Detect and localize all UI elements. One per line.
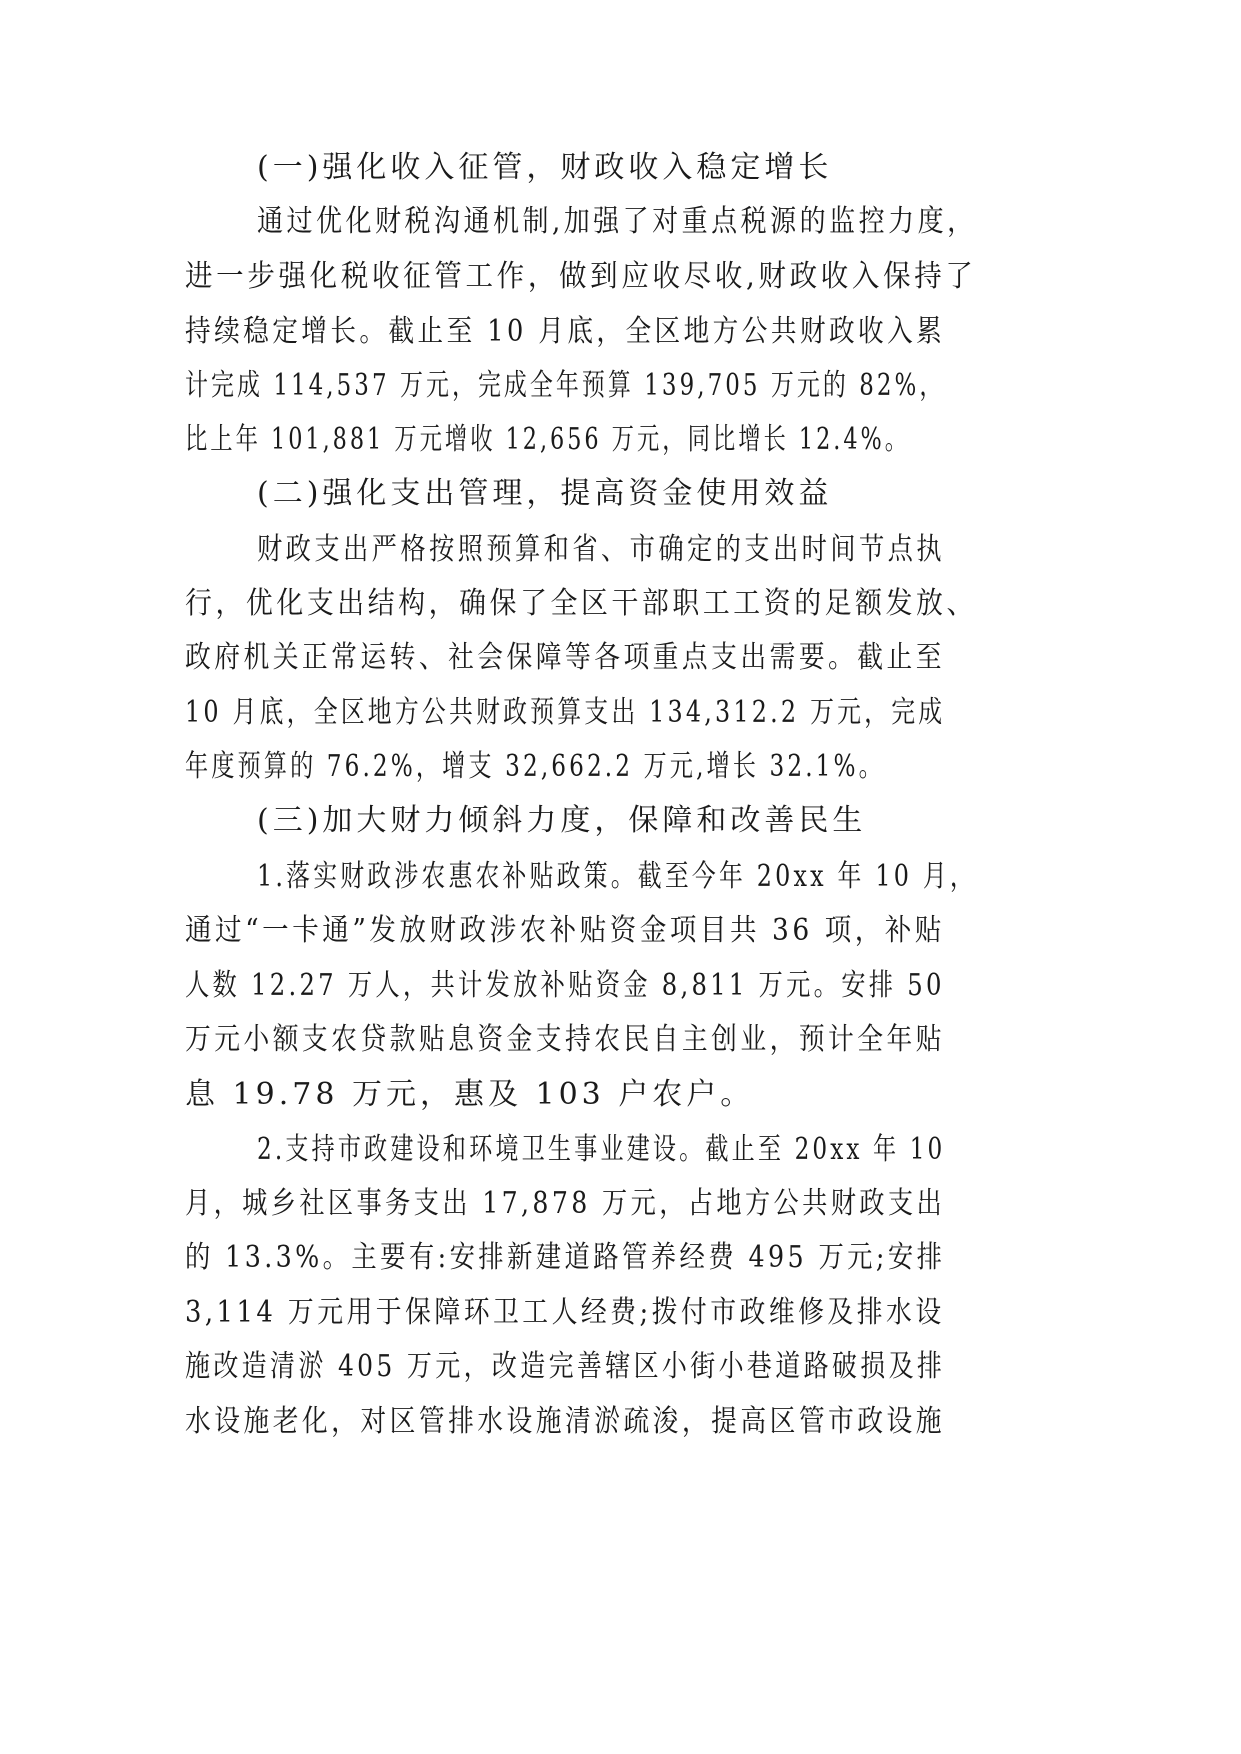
text-line: 万元小额支农贷款贴息资金支持农民自主创业，预计全年贴 (185, 1022, 945, 1057)
text-line: 10 月底，全区地方公共财政预算支出 134,312.2 万元，完成 (185, 695, 946, 730)
text-line: 2.支持市政建设和环境卫生事业建设。截止至 20xx 年 10 (257, 1132, 946, 1167)
text-line: 月，城乡社区事务支出 17,878 万元，占地方公共财政支出 (185, 1186, 946, 1221)
text-line: 政府机关正常运转、社会保障等各项重点支出需要。截止至 (185, 640, 945, 675)
text-line: 进一步强化税收征管工作，做到应收尽收,财政收入保持了 (185, 259, 977, 294)
text-line: 行，优化支出结构，确保了全区干部职工工资的足额发放、 (185, 586, 977, 621)
text-line: 人数 12.27 万人，共计发放补贴资金 8,811 万元。安排 50 (185, 968, 945, 1003)
text-line: 计完成 114,537 万元，完成全年预算 139,705 万元的 82%， (185, 368, 946, 403)
text-line: 水设施老化，对区管排水设施清淤疏浚，提高区管市政设施 (185, 1404, 945, 1439)
text-line: 息 19.78 万元，惠及 103 户农户。 (185, 1077, 755, 1112)
text-line: 施改造清淤 405 万元，改造完善辖区小街小巷道路破损及排 (185, 1349, 946, 1384)
text-line: (二)强化支出管理，提高资金使用效益 (257, 476, 833, 511)
text-line: 1.落实财政涉农惠农补贴政策。截至今年 20xx 年 10 月， (257, 859, 977, 894)
text-line: 比上年 101,881 万元增收 12,656 万元，同比增长 12.4%。 (185, 422, 911, 457)
text-line: (一)强化收入征管，财政收入稳定增长 (257, 150, 833, 185)
text-line: 持续稳定增长。截止至 10 月底，全区地方公共财政收入累 (185, 314, 946, 349)
text-line: 财政支出严格按照预算和省、市确定的支出时间节点执 (257, 532, 945, 567)
text-line: 年度预算的 76.2%，增支 32,662.2 万元,增长 32.1%。 (185, 749, 885, 784)
text-line: 3,114 万元用于保障环卫工人经费;拨付市政维修及排水设 (185, 1295, 945, 1330)
text-line: 的 13.3%。主要有:安排新建道路管养经费 495 万元;安排 (185, 1240, 946, 1275)
text-line: 通过优化财税沟通机制,加强了对重点税源的监控力度， (257, 204, 977, 239)
text-line: (三)加大财力倾斜力度，保障和改善民生 (257, 803, 867, 838)
text-line: 通过“一卡通”发放财政涉农补贴资金项目共 36 项，补贴 (185, 913, 945, 948)
